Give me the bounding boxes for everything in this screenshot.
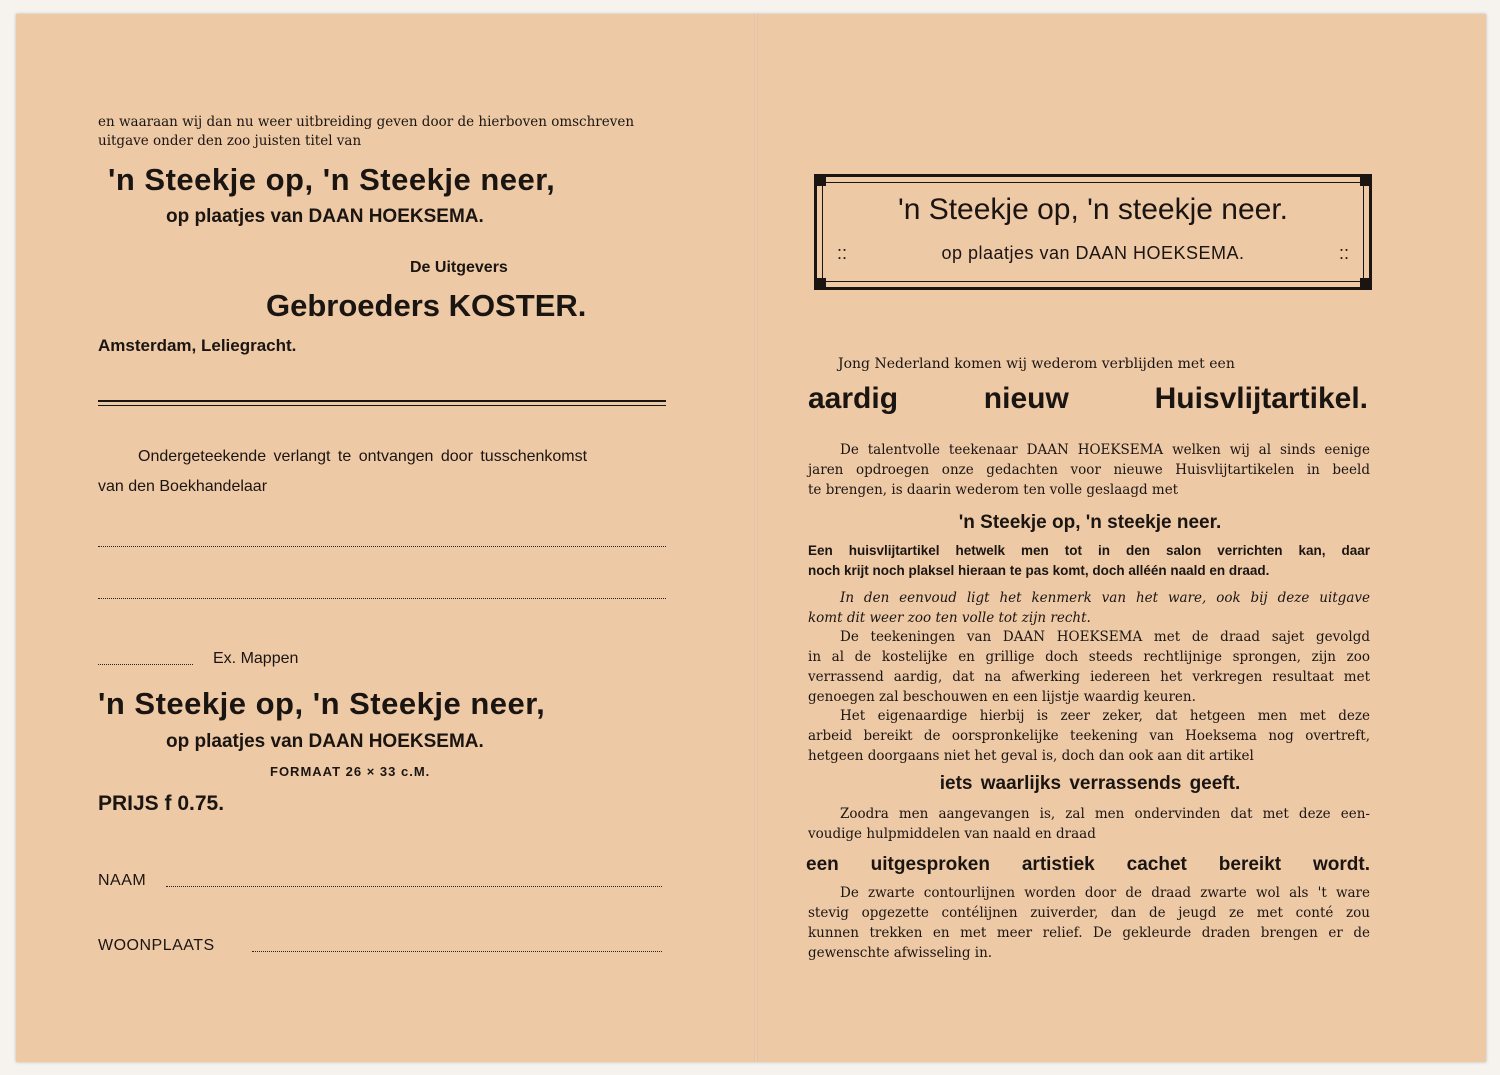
highlight-2: een uitgesproken artistiek cachet bereikt wordt. bbox=[806, 854, 1370, 875]
italic-line: komt dit weer zoo ten volle tot zijn recht. bbox=[808, 610, 1091, 626]
banner-subtitle: op plaatjes van DAAN HOEKSEMA. bbox=[941, 243, 1245, 263]
quantity-line[interactable] bbox=[98, 664, 193, 665]
banner-mark-left: :: bbox=[837, 243, 848, 263]
p4-line: Zoodra men aangevangen is, zal men ondervinden dat met deze een- bbox=[840, 806, 1370, 822]
woonplaats-label: WOONPLAATS bbox=[98, 937, 215, 954]
bookseller-line-2[interactable] bbox=[98, 598, 666, 599]
folded-leaflet bbox=[16, 14, 1486, 1062]
bold-line: Een huisvlijtartikel hetwelk men tot in den salon verrichten kan, daar bbox=[808, 543, 1370, 558]
p5-line: kunnen trekken en met meer relief. De gekleurde draden brengen er de bbox=[808, 925, 1370, 941]
p5-line: stevig opgezette contélijnen zuiverder, dan de jeugd ze met conté zou bbox=[808, 905, 1370, 921]
p1-line: te brengen, is daarin wederom ten volle geslaagd met bbox=[808, 482, 1179, 498]
publisher-address: Amsterdam, Leliegracht. bbox=[98, 336, 297, 355]
naam-label: NAAM bbox=[98, 872, 147, 889]
price-text: PRIJS f 0.75. bbox=[98, 792, 225, 815]
title-banner bbox=[814, 174, 1372, 290]
banner-title: 'n Steekje op, 'n steekje neer. bbox=[897, 193, 1289, 226]
p2-line: in al de kostelijke en grillige doch steeds rechtlijnige sprongen, zijn zoo bbox=[808, 649, 1370, 665]
mappen-label: Ex. Mappen bbox=[213, 650, 299, 667]
banner-mark-right: :: bbox=[1338, 243, 1349, 263]
p1-line: De talentvolle teekenaar DAAN HOEKSEMA welken wij al sinds eenige bbox=[840, 442, 1370, 458]
double-rule bbox=[98, 400, 666, 406]
intro-line-1: en waaraan wij dan nu weer uitbreiding geven door de hierboven omschreven bbox=[98, 114, 635, 130]
p4-line: voudige hulpmiddelen van naald en draad bbox=[808, 826, 1096, 842]
format-text: FORMAAT 26 × 33 c.M. bbox=[270, 764, 431, 779]
p3-line: Het eigenaardige hierbij is zeer zeker, dat hetgeen men met deze bbox=[840, 708, 1370, 724]
intro-line-2: uitgave onder den zoo juisten titel van bbox=[98, 133, 362, 149]
order-line-2: van den Boekhandelaar bbox=[98, 478, 268, 495]
p2-line: verrassend aardig, dat na afwerking iedereen het verkregen resultaat met bbox=[808, 669, 1370, 685]
order-title: 'n Steekje op, 'n Steekje neer, bbox=[98, 686, 546, 721]
intro-text: Jong Nederland komen wij wederom verblijden met een bbox=[838, 356, 1235, 372]
order-subtitle: op plaatjes van DAAN HOEKSEMA. bbox=[166, 731, 484, 752]
p5-line: De zwarte contourlijnen worden door de draad zwarte wol als 't ware bbox=[840, 885, 1370, 901]
subtitle: op plaatjes van DAAN HOEKSEMA. bbox=[166, 206, 484, 227]
headline: aardig nieuw Huisvlijtartikel. bbox=[808, 382, 1368, 415]
right-page bbox=[758, 14, 1486, 1062]
bookseller-line-1[interactable] bbox=[98, 546, 666, 547]
order-line-1: Ondergeteekende verlangt te ontvangen door tusschenkomst bbox=[138, 448, 588, 465]
sub-title: 'n Steekje op, 'n steekje neer. bbox=[958, 512, 1222, 533]
p2-line: genoegen zal beschouwen en een lijstje waardig keuren. bbox=[808, 689, 1196, 705]
p3-line: arbeid bereikt de oorspronkelijke teekening van Hoeksema nog overtreft, bbox=[808, 728, 1370, 744]
naam-field[interactable] bbox=[166, 886, 662, 887]
publisher-name: Gebroeders KOSTER. bbox=[266, 288, 587, 323]
p1-line: jaren opdroegen onze gedachten voor nieuwe Huisvlijtartikelen in beeld bbox=[808, 462, 1370, 478]
left-page bbox=[16, 14, 754, 1062]
p3-line: hetgeen doorgaans niet het geval is, doch dan ook aan dit artikel bbox=[808, 748, 1254, 764]
italic-line: In den eenvoud ligt het kenmerk van het ware, ook bij deze uitgave bbox=[840, 590, 1370, 606]
title: 'n Steekje op, 'n Steekje neer, bbox=[108, 162, 556, 197]
woonplaats-field[interactable] bbox=[252, 951, 662, 952]
p2-line: De teekeningen van DAAN HOEKSEMA met de draad sajet gevolgd bbox=[840, 629, 1370, 645]
bold-line: noch krijt noch plaksel hieraan te pas komt, doch alléén naald en draad. bbox=[808, 563, 1270, 578]
publisher-label: De Uitgevers bbox=[410, 259, 508, 276]
highlight-1: iets waarlijks verrassends geeft. bbox=[939, 773, 1241, 794]
p5-line: gewenschte afwisseling in. bbox=[808, 945, 993, 961]
